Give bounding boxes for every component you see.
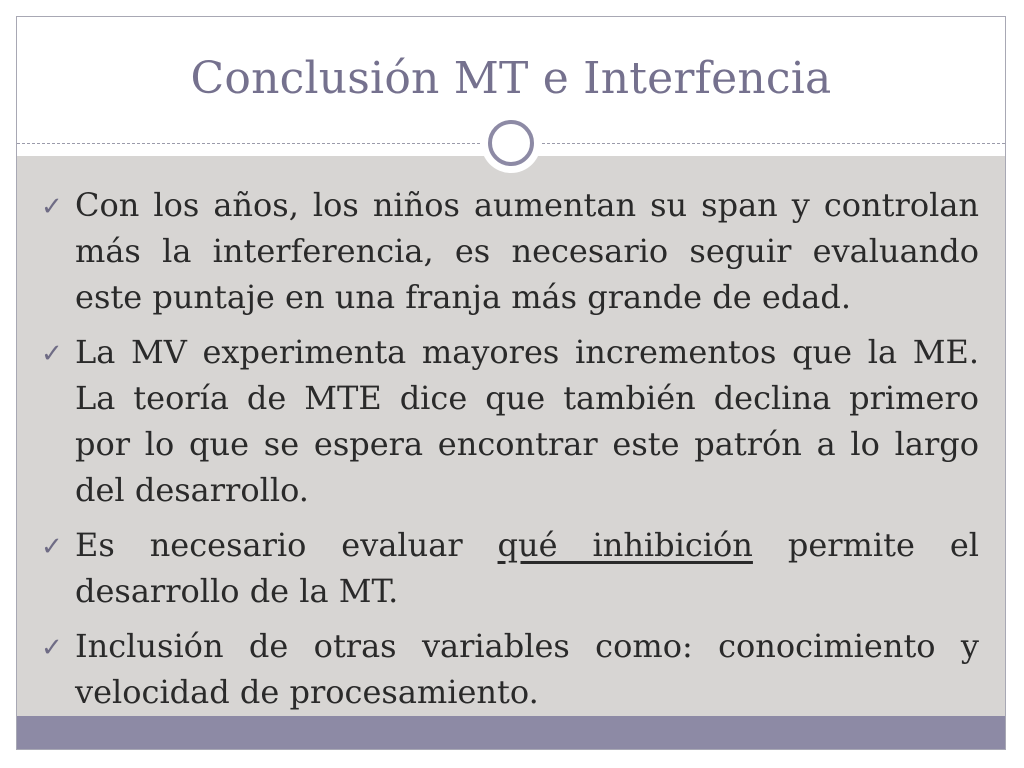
slide	[16, 16, 1006, 750]
bullet-text: Inclusión de otras variables como: conocimiento y velocidad de procesamiento.	[75, 627, 979, 711]
check-icon: ✓	[41, 633, 63, 663]
check-icon: ✓	[41, 339, 63, 369]
bullet-list	[41, 182, 980, 724]
bullet-text: Con los años, los niños aumentan su span y controlan más la interferencia, es necesario seguir evaluando este puntaje en una franja más grande de edad.	[75, 186, 979, 316]
bullet-item	[41, 182, 979, 320]
bullet-text-before: Es necesario evaluar	[75, 526, 498, 564]
bullet-text: La MV experimenta mayores incrementos que la ME. La teoría de MTE dice que también declina primero por lo que se espera encontrar este patrón a lo largo del desarrollo.	[75, 333, 979, 509]
bullet-text-after: permite el desarrollo de la MT.	[75, 526, 980, 610]
circle-ornament-icon	[481, 113, 541, 173]
bullet-underlined-phrase: qué inhibición	[497, 526, 753, 564]
check-icon: ✓	[41, 532, 63, 562]
check-icon: ✓	[41, 192, 63, 222]
slide-title: Conclusión MT e Interfencia	[190, 53, 832, 104]
bullet-item	[41, 623, 979, 715]
bullet-item	[41, 522, 980, 614]
bullet-item	[41, 329, 979, 513]
